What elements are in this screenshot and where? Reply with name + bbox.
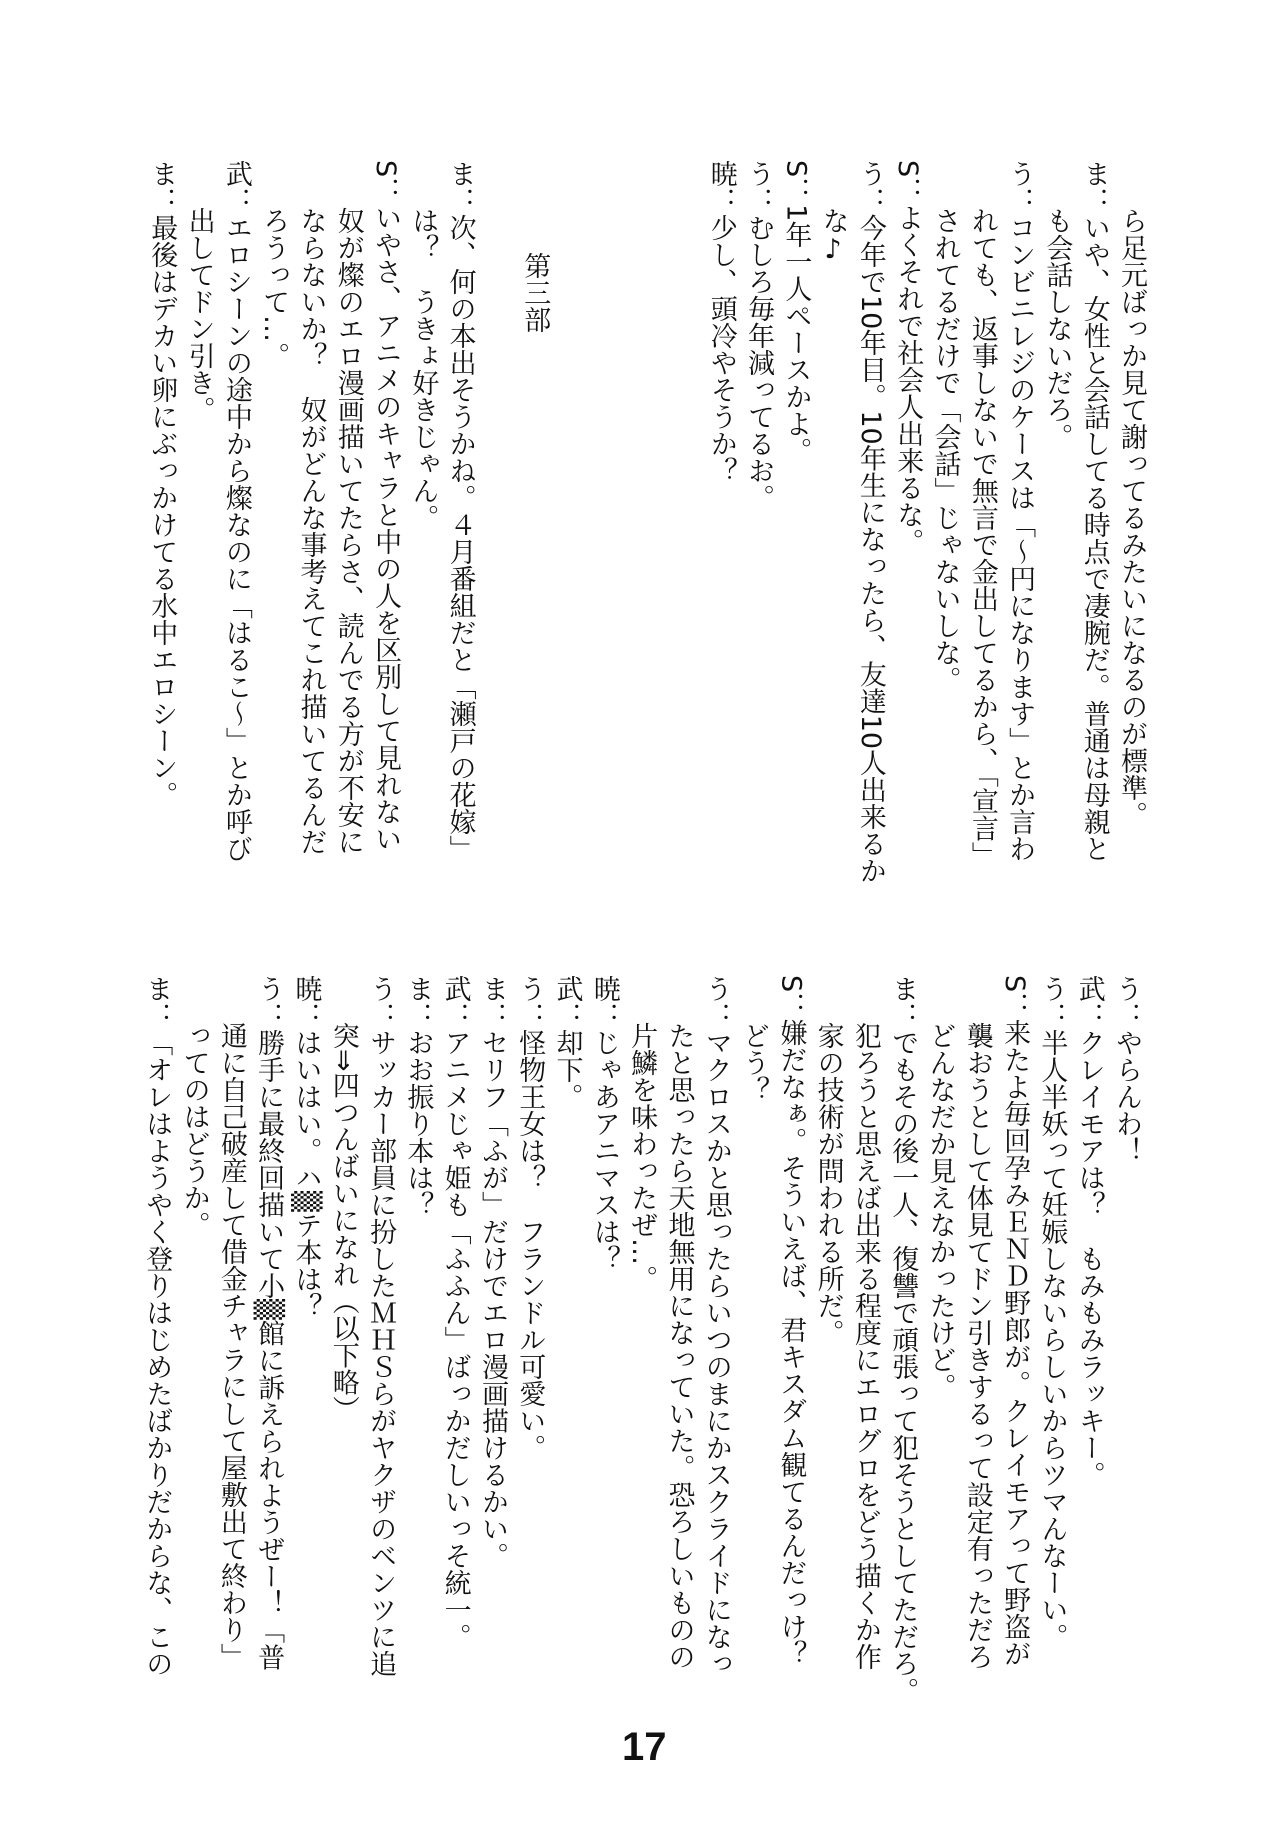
dialogue-line — [702, 160, 739, 940]
speaker-label: う — [1004, 160, 1036, 187]
speaker-separator: ： — [370, 177, 402, 205]
dialogue-text: 勝手に最終回描いて小▒館に訴えられようぜー！「普 — [253, 1029, 285, 1671]
speaker-separator: ： — [439, 1002, 471, 1029]
dialogue-text: クレイモアは？ もみもみラッキー。 — [1073, 1029, 1105, 1488]
dialogue-continuation: は？ うきょ好きじゃん。 — [407, 207, 439, 532]
dialogue-continuation: ってのはどうか。 — [178, 1022, 210, 1239]
dialogue-continuation: も会話しないだろ。 — [1041, 207, 1073, 451]
dialogue-continuation: されてるだけで「会話」じゃないしな。 — [929, 207, 961, 694]
dialogue-line — [362, 975, 399, 1715]
dialogue-line — [1033, 975, 1070, 1715]
speaker-separator: ： — [1111, 1002, 1142, 1029]
dialogue-line — [143, 160, 180, 940]
speaker-separator: ： — [1073, 1002, 1105, 1029]
speaker-separator: ： — [1004, 187, 1036, 214]
speaker-label: う — [253, 975, 285, 1002]
dialogue-text: コンビニレジのケースは「～円になります」とか言わ — [1004, 214, 1036, 862]
dialogue-continuation: 出してドン引き。 — [183, 207, 215, 424]
dialogue-line — [474, 975, 511, 1715]
dialogue-line — [697, 975, 734, 1715]
dialogue-line — [777, 160, 814, 940]
dialogue-text: じゃあアニマスは？ — [588, 1029, 620, 1272]
speaker-separator: ： — [892, 177, 924, 205]
dialogue-text: 次、何の本出そうかね。４月番組だと「瀬戸の花嫁」 — [444, 214, 476, 862]
speaker-separator: ： — [290, 1002, 322, 1029]
speaker-separator: ： — [854, 187, 886, 214]
dialogue-line — [441, 160, 478, 940]
dialogue-line — [586, 975, 623, 1715]
section-heading: 第三部 — [519, 251, 551, 333]
speaker-label: ま — [402, 975, 434, 1002]
dialogue-text: おお振り本は？ — [402, 1029, 434, 1218]
dialogue-line — [1070, 975, 1107, 1715]
speaker-separator: ： — [1036, 1002, 1068, 1029]
dialogue-line — [852, 160, 889, 940]
dialogue-block-bottom — [138, 975, 1145, 1715]
dialogue-text: やらんわ！ — [1111, 1029, 1142, 1164]
speaker-label: ま — [444, 160, 476, 187]
speaker-label: 武 — [220, 160, 252, 187]
speaker-separator: ： — [1078, 187, 1110, 214]
speaker-separator: ： — [887, 1002, 919, 1029]
dialogue-line — [399, 975, 436, 1715]
dialogue-text: でもその後一人、復讐で頑張って犯そうとしてただろ。 — [887, 1029, 919, 1704]
speaker-label: 暁 — [705, 160, 737, 187]
speaker-label: ま — [1078, 160, 1110, 187]
blank-line — [591, 160, 628, 940]
dialogue-text: アニメじゃ姫も「ふふん」ばっかだしいっそ統一。 — [439, 1029, 471, 1650]
speaker-separator: ： — [365, 1002, 397, 1029]
dialogue-line — [367, 160, 404, 940]
speaker-label: 武 — [439, 975, 471, 1002]
dialogue-line — [138, 975, 175, 1715]
dialogue-text: 怪物王女は？ フランドル可愛い。 — [514, 1029, 546, 1461]
dialogue-continuation: ろうって…。 — [258, 207, 290, 370]
speaker-separator: ： — [141, 1002, 173, 1029]
dialogue-text: セリフ「ふが」だけでエロ漫画描けるかい。 — [476, 1029, 508, 1569]
speaker-label: ま — [476, 975, 508, 1002]
speaker-label: ま — [146, 160, 178, 187]
speaker-separator: ： — [220, 187, 252, 214]
speaker-label: ま — [887, 975, 919, 1002]
blank-line — [665, 160, 702, 940]
dialogue-text: 今年で10年目。10年生になったら、友達10人出来るか — [854, 214, 886, 885]
dialogue-line — [889, 160, 926, 940]
dialogue-text: 最後はデカい卵にぶっかけてる水中エロシーン。 — [146, 214, 178, 808]
dialogue-text: 却下。 — [551, 1029, 583, 1110]
dialogue-continuation: 奴が燦のエロ漫画描いてたらさ、読んでる方が不安に — [332, 207, 364, 856]
speaker-label: う — [743, 160, 775, 187]
dialogue-text: 嫌だなぁ。そういえば、君キスダム観てるんだっけ？ — [775, 1019, 807, 1668]
dialogue-line — [884, 975, 921, 1715]
speaker-label: S — [892, 160, 924, 178]
dialogue-continuation: 襲おうとして体見てドン引きするって設定有っただろ — [961, 1022, 993, 1671]
speaker-separator: ： — [780, 177, 812, 205]
speaker-label: う — [514, 975, 546, 1002]
speaker-separator: ： — [743, 187, 775, 214]
dialogue-text: はいはい。ハ▒テ本は？ — [290, 1029, 322, 1320]
dialogue-continuation: ら足元ばっか見て謝ってるみたいになるのが標準。 — [1116, 207, 1147, 829]
speaker-separator: ： — [476, 1002, 508, 1029]
speaker-label: S — [999, 975, 1031, 993]
dialogue-continuation: どう？ — [738, 1022, 770, 1104]
speaker-label: う — [365, 975, 397, 1002]
dialogue-text: 半人半妖って妊娠しないらしいからツマんなーい。 — [1036, 1029, 1068, 1650]
dialogue-text: むしろ毎年減ってるお。 — [743, 214, 775, 511]
dialogue-text: いや、女性と会話してる時点で凄腕だ。普通は母親と — [1078, 214, 1110, 862]
dialogue-text: 来たよ毎回孕みＥＮＤ野郎が。クレイモアって野盗が — [999, 1019, 1031, 1668]
speaker-label: う — [1036, 975, 1068, 1002]
dialogue-continuation: たと思ったら天地無用になっていた。恐ろしいものの — [663, 1022, 695, 1671]
blank-line — [479, 160, 516, 940]
blank-line — [553, 160, 590, 940]
dialogue-line — [218, 160, 255, 940]
speaker-label: S — [775, 975, 807, 993]
speaker-separator: ： — [999, 992, 1031, 1020]
speaker-label: 暁 — [588, 975, 620, 1002]
dialogue-line — [1001, 160, 1038, 940]
speaker-label: ま — [141, 975, 173, 1002]
speaker-label: S — [370, 160, 402, 178]
speaker-separator: ： — [444, 187, 476, 214]
speaker-separator: ： — [514, 1002, 546, 1029]
dialogue-line — [1075, 160, 1112, 940]
dialogue-text: いやさ、アニメのキャラと中の人を区別して見れない — [370, 204, 402, 853]
speaker-separator: ： — [705, 187, 737, 214]
dialogue-text: 少し、頭冷やそうか？ — [705, 214, 737, 484]
dialogue-continuation: れても、返事しないで無言で金出してるから、「宣言」 — [966, 207, 998, 869]
dialogue-continuation: 家の技術が問われる所だ。 — [812, 1022, 844, 1347]
dialogue-text: エロシーンの途中から燦なのに「はるこ～」とか呼び — [220, 214, 252, 862]
dialogue-line — [436, 975, 473, 1715]
page-number: 17 — [622, 1725, 667, 1769]
dialogue-text: よくそれで社会人出来るな。 — [892, 204, 924, 556]
dialogue-line — [511, 975, 548, 1715]
speaker-separator: ： — [551, 1002, 583, 1029]
speaker-label: う — [854, 160, 886, 187]
dialogue-text: マクロスかと思ったらいつのまにかスクライドになっ — [700, 1029, 732, 1677]
dialogue-line — [740, 160, 777, 940]
speaker-separator: ： — [775, 992, 807, 1020]
dialogue-text: 1年一人ペースかよ。 — [780, 204, 812, 465]
speaker-label: 武 — [1073, 975, 1105, 1002]
speaker-label: う — [700, 975, 732, 1002]
dialogue-line — [287, 975, 324, 1715]
dialogue-continuation: 犯ろうと思えば出来る程度にエログロをどう描くか作 — [849, 1022, 881, 1671]
dialogue-continuation: 突⇒四つんばいになれ（以下略） — [327, 1022, 359, 1423]
dialogue-line — [250, 975, 287, 1715]
dialogue-line — [548, 975, 585, 1715]
speaker-separator: ： — [253, 1002, 285, 1029]
dialogue-continuation: 通に自己破産して借金チャラにして屋敷出て終わり」 — [215, 1022, 247, 1671]
dialogue-continuation: 片鱗を味わったぜ…。 — [626, 1022, 658, 1293]
speaker-separator: ： — [402, 1002, 434, 1029]
speaker-label: う — [1111, 975, 1142, 1002]
speaker-label: S — [780, 160, 812, 178]
speaker-separator: ： — [588, 1002, 620, 1029]
blank-line — [628, 160, 665, 940]
dialogue-line — [772, 975, 809, 1715]
dialogue-continuation: どんなだか見えなかったけど。 — [924, 1022, 956, 1401]
dialogue-block-top — [143, 160, 1150, 940]
dialogue-line — [996, 975, 1033, 1715]
dialogue-text: 「オレはようやく登りはじめたばかりだからな、この — [141, 1029, 173, 1677]
speaker-label: 暁 — [290, 975, 322, 1002]
speaker-separator: ： — [700, 1002, 732, 1029]
dialogue-continuation: な♪ — [817, 207, 849, 266]
dialogue-line — [1108, 975, 1145, 1715]
dialogue-continuation: ならないか？ 奴がどんな事考えてこれ描いてるんだ — [295, 207, 327, 856]
dialogue-text: サッカー部員に扮したＭＨＳらがヤクザのベンツに追 — [365, 1029, 397, 1677]
speaker-label: 武 — [551, 975, 583, 1002]
speaker-separator: ： — [146, 187, 178, 214]
